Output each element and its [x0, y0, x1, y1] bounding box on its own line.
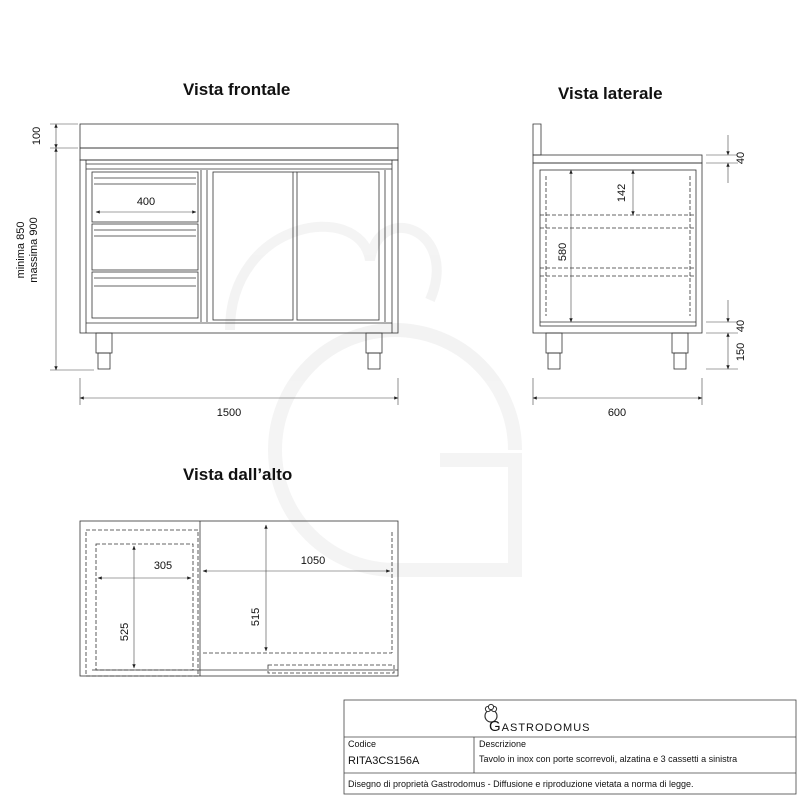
- front-dim-width: 1500: [216, 407, 242, 419]
- top-dimensions: [98, 525, 390, 668]
- side-worktop: [533, 155, 702, 163]
- front-drawers: [92, 172, 198, 318]
- top-dim-drawer-depth: 525: [119, 622, 131, 642]
- brand-name: Gastrodomus: [489, 718, 591, 735]
- front-dimensions: [50, 124, 398, 405]
- front-body: [80, 160, 398, 333]
- side-dim-inner: 580: [557, 242, 569, 262]
- side-legs: [546, 333, 688, 369]
- description-label: Descrizione: [479, 739, 527, 749]
- code-value: RITA3CS156A: [348, 755, 420, 767]
- side-dim-upstand: 40: [735, 151, 747, 165]
- side-dimensions: [533, 135, 738, 405]
- front-sliding-door-left: [213, 172, 293, 320]
- front-dim-max-height: massima 900: [28, 217, 40, 283]
- front-dim-drawer-width: 400: [136, 196, 156, 208]
- side-dim-drawer: 142: [616, 183, 628, 203]
- side-dim-bottom: 40: [735, 319, 747, 333]
- front-dim-min-height: minima 850: [15, 221, 27, 279]
- watermark-logo: [230, 227, 515, 570]
- top-view-title: Vista dall’alto: [183, 465, 293, 484]
- top-dim-cabinet-depth: 515: [250, 607, 262, 627]
- side-upstand: [533, 124, 541, 155]
- ownership-notice: Disegno di proprietà Gastrodomus - Diffusione e riproduzione vietata a norma di legge.: [348, 779, 694, 789]
- top-dim-cabinet-width: 1050: [300, 555, 326, 567]
- front-worktop: [80, 148, 398, 160]
- front-view-title: Vista frontale: [183, 80, 291, 99]
- top-drawer-area: [96, 544, 193, 670]
- front-dim-upstand: 100: [31, 126, 43, 146]
- front-upstand: [80, 124, 398, 148]
- code-label: Codice: [348, 739, 377, 749]
- description-value: Tavolo in inox con porte scorrevoli, alzatina e 3 cassetti a sinistra: [479, 754, 738, 764]
- top-dim-drawer-width: 305: [153, 560, 173, 572]
- side-dim-depth: 600: [607, 407, 627, 419]
- side-view-title: Vista laterale: [558, 84, 663, 103]
- side-dim-legs: 150: [735, 342, 747, 362]
- top-view: [80, 521, 398, 676]
